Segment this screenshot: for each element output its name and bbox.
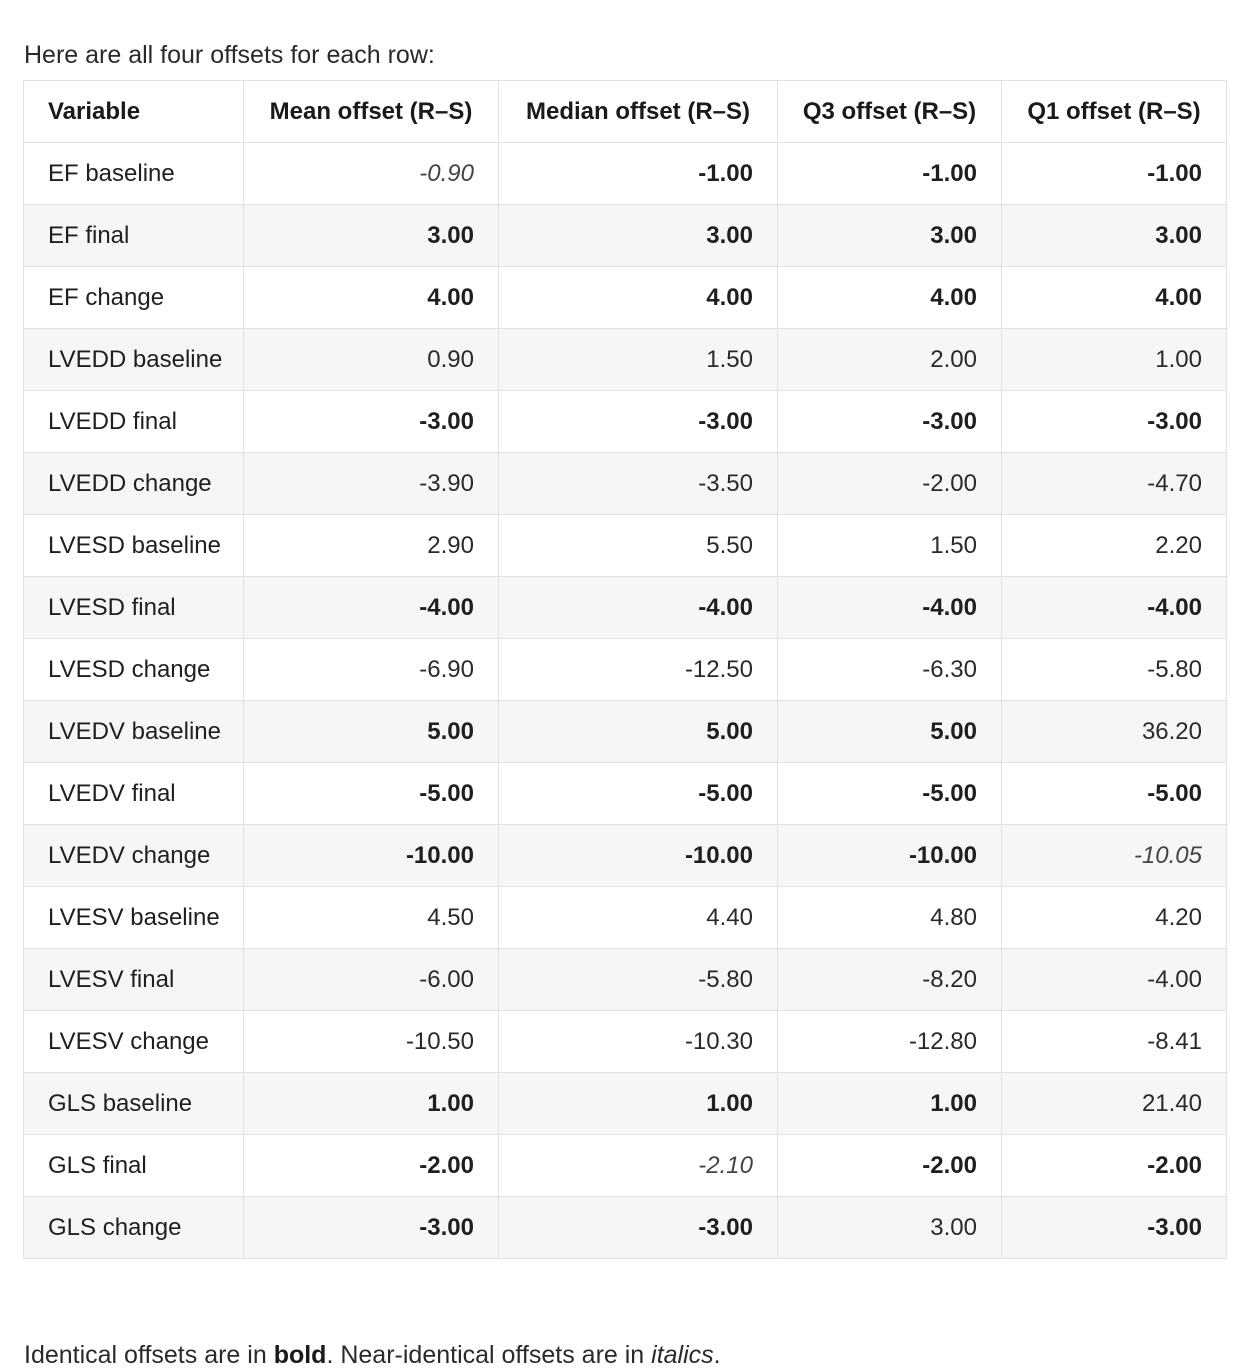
mean-offset-cell: 2.90 (244, 515, 499, 577)
table-row (24, 267, 1227, 329)
table-row (24, 577, 1227, 639)
q3-offset-cell: -8.20 (778, 949, 1002, 1011)
mean-offset-cell: 5.00 (244, 701, 499, 763)
row-label: LVEDV baseline (24, 701, 244, 763)
row-label: LVEDD final (24, 391, 244, 453)
q3-offset-cell: 3.00 (778, 1197, 1002, 1259)
median-offset-cell: -5.80 (499, 949, 778, 1011)
median-offset-cell: 5.00 (499, 701, 778, 763)
median-offset-cell: -3.50 (499, 453, 778, 515)
q1-offset-cell: -3.00 (1002, 1197, 1227, 1259)
table-row (24, 453, 1227, 515)
offsets-table (23, 80, 1227, 1259)
table-row (24, 763, 1227, 825)
median-offset-cell: 3.00 (499, 205, 778, 267)
median-offset-cell: 4.40 (499, 887, 778, 949)
q3-offset-cell: -2.00 (778, 453, 1002, 515)
q1-offset-cell: -5.80 (1002, 639, 1227, 701)
q1-offset-cell: -4.00 (1002, 949, 1227, 1011)
row-label: EF change (24, 267, 244, 329)
q3-offset-cell: 4.80 (778, 887, 1002, 949)
mean-offset-cell: -10.50 (244, 1011, 499, 1073)
row-label: EF baseline (24, 143, 244, 205)
row-label: LVESD baseline (24, 515, 244, 577)
q1-offset-cell: -8.41 (1002, 1011, 1227, 1073)
mean-offset-cell: 4.00 (244, 267, 499, 329)
row-label: GLS final (24, 1135, 244, 1197)
median-offset-cell: 1.00 (499, 1073, 778, 1135)
table-row (24, 639, 1227, 701)
q3-offset-cell: -10.00 (778, 825, 1002, 887)
row-label: GLS change (24, 1197, 244, 1259)
row-label: GLS baseline (24, 1073, 244, 1135)
q3-offset-cell: 3.00 (778, 205, 1002, 267)
row-label: LVESD final (24, 577, 244, 639)
mean-offset-cell: -3.00 (244, 391, 499, 453)
q3-offset-cell: -5.00 (778, 763, 1002, 825)
q3-offset-cell: 5.00 (778, 701, 1002, 763)
median-offset-cell: 4.00 (499, 267, 778, 329)
q3-offset-cell: -6.30 (778, 639, 1002, 701)
q3-offset-cell: 1.50 (778, 515, 1002, 577)
row-label: LVESV baseline (24, 887, 244, 949)
mean-offset-cell: -3.00 (244, 1197, 499, 1259)
table-body (24, 143, 1227, 1259)
table-row (24, 391, 1227, 453)
header-q3-offset: Q3 offset (R–S) (778, 81, 1002, 143)
table-row (24, 887, 1227, 949)
mean-offset-cell: -4.00 (244, 577, 499, 639)
q1-offset-cell: 4.00 (1002, 267, 1227, 329)
mean-offset-cell: 0.90 (244, 329, 499, 391)
q1-offset-cell: -5.00 (1002, 763, 1227, 825)
q1-offset-cell: -4.70 (1002, 453, 1227, 515)
mean-offset-cell: -6.00 (244, 949, 499, 1011)
footnote-text-1: Identical offsets are in (24, 1341, 274, 1369)
mean-offset-cell: 3.00 (244, 205, 499, 267)
mean-offset-cell: -5.00 (244, 763, 499, 825)
median-offset-cell: -2.10 (499, 1135, 778, 1197)
header-median-offset: Median offset (R–S) (499, 81, 778, 143)
q3-offset-cell: 4.00 (778, 267, 1002, 329)
q3-offset-cell: 1.00 (778, 1073, 1002, 1135)
q1-offset-cell: 3.00 (1002, 205, 1227, 267)
header-q1-offset: Q1 offset (R–S) (1002, 81, 1227, 143)
q1-offset-cell: 1.00 (1002, 329, 1227, 391)
q1-offset-cell: 4.20 (1002, 887, 1227, 949)
row-label: LVEDD baseline (24, 329, 244, 391)
row-label: LVEDV change (24, 825, 244, 887)
q3-offset-cell: 2.00 (778, 329, 1002, 391)
table-row (24, 205, 1227, 267)
row-label: LVESV change (24, 1011, 244, 1073)
table-header (24, 81, 1227, 143)
footnote (24, 1339, 721, 1371)
header-variable: Variable (24, 81, 244, 143)
median-offset-cell: 5.50 (499, 515, 778, 577)
table-row (24, 1073, 1227, 1135)
median-offset-cell: 1.50 (499, 329, 778, 391)
median-offset-cell: -3.00 (499, 1197, 778, 1259)
q1-offset-cell: 36.20 (1002, 701, 1227, 763)
q1-offset-cell: -1.00 (1002, 143, 1227, 205)
footnote-text-3: . (713, 1341, 721, 1369)
median-offset-cell: -12.50 (499, 639, 778, 701)
footnote-bold-word: bold (273, 1341, 327, 1369)
median-offset-cell: -3.00 (499, 391, 778, 453)
q3-offset-cell: -12.80 (778, 1011, 1002, 1073)
table-row (24, 1135, 1227, 1197)
table-row (24, 329, 1227, 391)
median-offset-cell: -5.00 (499, 763, 778, 825)
row-label: LVESV final (24, 949, 244, 1011)
footnote-italic-word: italics (651, 1341, 714, 1369)
q1-offset-cell: 2.20 (1002, 515, 1227, 577)
footnote-text-2: . Near-identical offsets are in (326, 1341, 652, 1369)
table-row (24, 825, 1227, 887)
median-offset-cell: -1.00 (499, 143, 778, 205)
median-offset-cell: -4.00 (499, 577, 778, 639)
mean-offset-cell: -6.90 (244, 639, 499, 701)
q3-offset-cell: -4.00 (778, 577, 1002, 639)
table-row (24, 701, 1227, 763)
q3-offset-cell: -1.00 (778, 143, 1002, 205)
row-label: LVEDD change (24, 453, 244, 515)
q3-offset-cell: -3.00 (778, 391, 1002, 453)
row-label: LVESD change (24, 639, 244, 701)
header-mean-offset: Mean offset (R–S) (244, 81, 499, 143)
header-row (24, 81, 1227, 143)
mean-offset-cell: -10.00 (244, 825, 499, 887)
table-row (24, 143, 1227, 205)
table-row (24, 515, 1227, 577)
row-label: LVEDV final (24, 763, 244, 825)
mean-offset-cell: 4.50 (244, 887, 499, 949)
q1-offset-cell: 21.40 (1002, 1073, 1227, 1135)
q1-offset-cell: -3.00 (1002, 391, 1227, 453)
q1-offset-cell: -10.05 (1002, 825, 1227, 887)
mean-offset-cell: -3.90 (244, 453, 499, 515)
q1-offset-cell: -2.00 (1002, 1135, 1227, 1197)
row-label: EF final (24, 205, 244, 267)
mean-offset-cell: -0.90 (244, 143, 499, 205)
median-offset-cell: -10.30 (499, 1011, 778, 1073)
table-row (24, 1197, 1227, 1259)
intro-text: Here are all four offsets for each row: (24, 41, 435, 69)
median-offset-cell: -10.00 (499, 825, 778, 887)
mean-offset-cell: -2.00 (244, 1135, 499, 1197)
table-row (24, 949, 1227, 1011)
q1-offset-cell: -4.00 (1002, 577, 1227, 639)
mean-offset-cell: 1.00 (244, 1073, 499, 1135)
table-row (24, 1011, 1227, 1073)
q3-offset-cell: -2.00 (778, 1135, 1002, 1197)
